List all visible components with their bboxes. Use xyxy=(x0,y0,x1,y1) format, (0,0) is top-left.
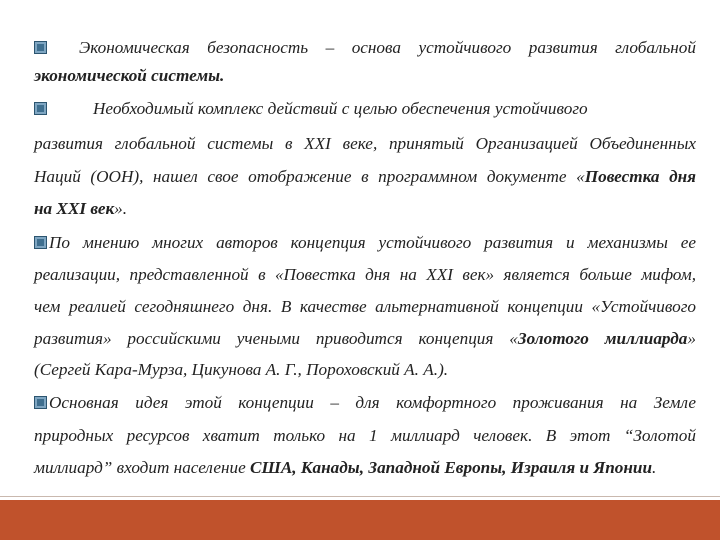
square-bullet-icon xyxy=(34,41,47,54)
paragraph-3-line-5: (Сергей Кара-Мурза, Цикунова А. Г., Пороховский А. А.). xyxy=(34,360,449,379)
paragraph-4-line-1: Основная идея этой концепции – для комфортного проживания на Земле xyxy=(34,392,696,414)
paragraph-1-line-2: экономической системы. xyxy=(34,66,225,85)
paragraph-2-line-3: Наций (ООН), нашел свое отображение в программном документе «Повестка дня xyxy=(34,167,697,186)
footer-accent-bar xyxy=(0,500,720,540)
square-bullet-icon xyxy=(34,102,47,115)
paragraph-3-line-1: По мнению многих авторов концепция устойчивого развития и механизмы ее xyxy=(34,232,696,254)
paragraph-2-line-4: на XXI век». xyxy=(34,199,128,218)
paragraph-3-line-4: развития» российскими учеными приводится концепция «Золотого миллиарда» xyxy=(34,329,696,348)
paragraph-4-line-3: миллиард” входит население США, Канады, Западной Европы, Израиля и Японии. xyxy=(34,458,657,477)
paragraph-2-line-1: Необходимый комплекс действий с целью обеспечения устойчивого xyxy=(34,98,696,120)
square-bullet-icon xyxy=(34,396,47,409)
paragraph-1-line-1: Экономическая безопасность – основа устойчивого развития глобальной xyxy=(34,37,696,59)
square-bullet-icon xyxy=(34,236,47,249)
paragraph-4-line-2: природных ресурсов хватит только на 1 миллиард человек. В этот “Золотой xyxy=(34,426,696,445)
paragraph-3-line-3: чем реалией сегодняшнего дня. В качестве альтернативной концепции «Устойчивого xyxy=(34,297,696,316)
footer-divider xyxy=(0,496,720,497)
paragraph-2-line-2: развития глобальной системы в XXI веке, принятый Организацией Объединенных xyxy=(34,134,696,153)
paragraph-3-line-2: реализации, представленной в «Повестка дня на XXI век» является больше мифом, xyxy=(34,265,696,284)
